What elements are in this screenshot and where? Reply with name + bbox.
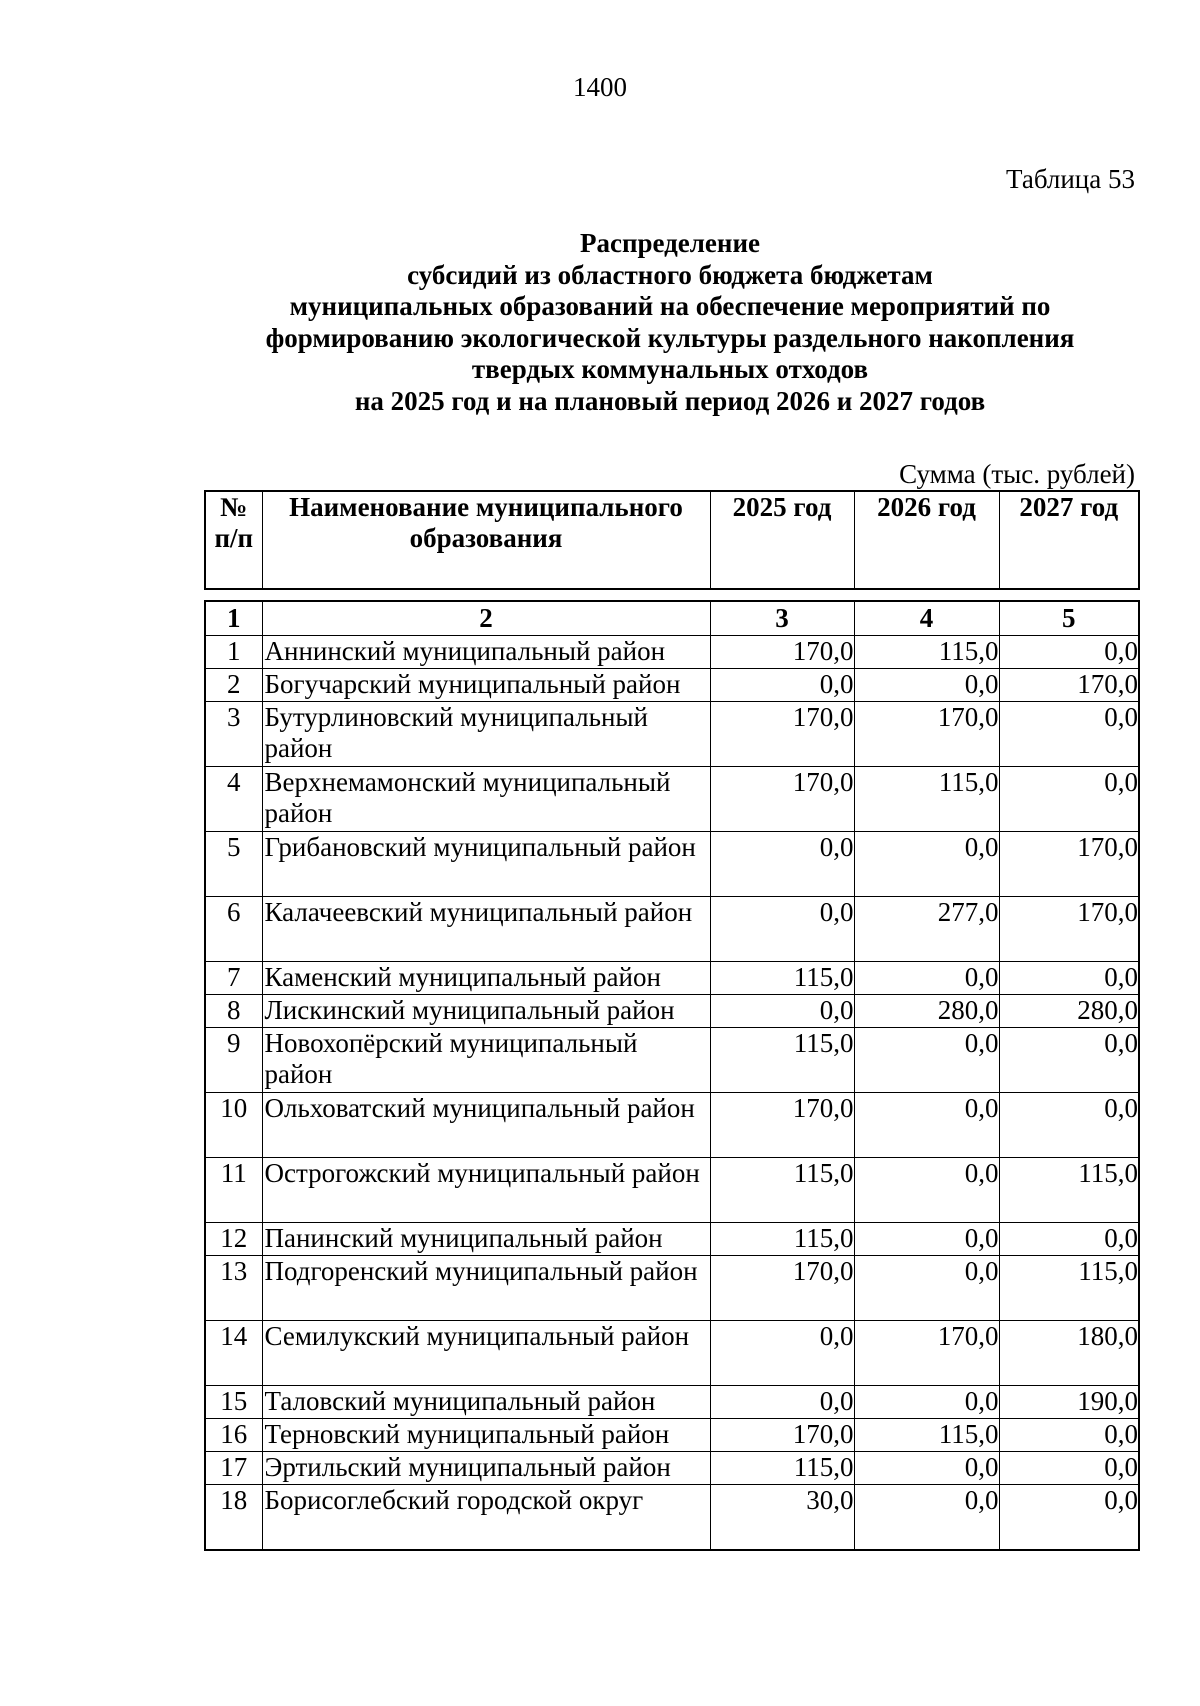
table-row [205,767,1139,832]
value-2026: 0,0 [854,1223,999,1256]
row-number: 2 [205,669,262,702]
municipality-name: Каменский муниципальный район [262,962,710,995]
table-row [205,1158,1139,1223]
title-line: на 2025 год и на плановый период 2026 и 2027 годов [354,385,986,416]
value-2025: 30,0 [710,1485,854,1551]
table-row [205,1028,1139,1093]
value-2025: 170,0 [710,1093,854,1158]
table-row [205,702,1139,767]
column-number: 5 [999,601,1139,636]
municipality-name: Аннинский муниципальный район [262,636,710,669]
value-2027: 0,0 [999,1452,1139,1485]
row-number: 15 [205,1386,262,1419]
table-row [205,636,1139,669]
value-2027: 170,0 [999,669,1139,702]
header-name-line2: образования [409,523,563,553]
header-2027: 2027 год [999,491,1139,589]
value-2025: 0,0 [710,995,854,1028]
table-row [205,832,1139,897]
column-number: 2 [262,601,710,636]
table-row [205,962,1139,995]
value-2025: 115,0 [710,1028,854,1093]
value-2027: 0,0 [999,1419,1139,1452]
value-2027: 0,0 [999,1028,1139,1093]
table-row [205,1256,1139,1321]
value-2027: 0,0 [999,962,1139,995]
row-number: 13 [205,1256,262,1321]
value-2025: 115,0 [710,1452,854,1485]
table-row [205,1485,1139,1551]
value-2025: 115,0 [710,1223,854,1256]
value-2027: 0,0 [999,1093,1139,1158]
table-label: Таблица 53 [1006,164,1135,194]
value-2027: 115,0 [999,1158,1139,1223]
table-row [205,1386,1139,1419]
value-2027: 0,0 [999,1485,1139,1551]
row-number: 12 [205,1223,262,1256]
table-row [205,1093,1139,1158]
value-2026: 277,0 [854,897,999,962]
municipality-name: Подгоренский муниципальный район [262,1256,710,1321]
row-number: 3 [205,702,262,767]
municipality-name: Острогожский муниципальный район [262,1158,710,1223]
municipality-name: Семилукский муниципальный район [262,1321,710,1386]
value-2026: 0,0 [854,1028,999,1093]
row-number: 8 [205,995,262,1028]
header-2025: 2025 год [710,491,854,589]
value-2026: 115,0 [854,636,999,669]
municipality-name: Богучарский муниципальный район [262,669,710,702]
row-number: 17 [205,1452,262,1485]
header-2026: 2026 год [854,491,999,589]
value-2026: 115,0 [854,767,999,832]
value-2026: 0,0 [854,669,999,702]
table-row [205,1419,1139,1452]
table-row [205,1223,1139,1256]
header-number-line1: № [220,492,248,522]
row-number: 10 [205,1093,262,1158]
row-number: 18 [205,1485,262,1551]
table-row [205,995,1139,1028]
value-2025: 170,0 [710,636,854,669]
title-line: формированию экологической культуры раздельного накопления [265,322,1075,353]
value-2025: 170,0 [710,767,854,832]
value-2027: 180,0 [999,1321,1139,1386]
title-line: Распределение [579,228,761,258]
value-2025: 0,0 [710,669,854,702]
row-number: 7 [205,962,262,995]
row-number: 6 [205,897,262,962]
title-line: муниципальных образований на обеспечение мероприятий по [289,291,1051,321]
column-number: 1 [205,601,262,636]
row-number: 11 [205,1158,262,1223]
value-2027: 170,0 [999,832,1139,897]
header-number-cell [205,491,262,589]
value-2026: 0,0 [854,1452,999,1485]
table-row [205,1452,1139,1485]
value-2025: 115,0 [710,1158,854,1223]
value-2027: 170,0 [999,897,1139,962]
value-2026: 0,0 [854,1485,999,1551]
row-number: 16 [205,1419,262,1452]
value-2027: 0,0 [999,636,1139,669]
value-2025: 170,0 [710,1256,854,1321]
municipality-name: Эртильский муниципальный район [262,1452,710,1485]
value-2026: 0,0 [854,832,999,897]
municipality-name: Лискинский муниципальный район [262,995,710,1028]
value-2025: 0,0 [710,1386,854,1419]
header-number-line2: п/п [214,523,254,553]
title-line: субсидий из областного бюджета бюджетам [407,259,933,290]
column-number: 3 [710,601,854,636]
data-table [204,600,1140,1551]
value-2025: 170,0 [710,702,854,767]
column-number-row [205,601,1139,636]
municipality-name: Верхнемамонский муниципальный район [262,767,710,832]
table-header [204,490,1140,590]
value-2027: 115,0 [999,1256,1139,1321]
page-number: 1400 [573,72,627,102]
value-2027: 190,0 [999,1386,1139,1419]
title-line: твердых коммунальных отходов [471,354,869,384]
value-2025: 0,0 [710,897,854,962]
document-title [0,228,1200,417]
row-number: 4 [205,767,262,832]
value-2027: 0,0 [999,702,1139,767]
value-2026: 0,0 [854,1093,999,1158]
value-2026: 0,0 [854,1158,999,1223]
municipality-name: Ольховатский муниципальный район [262,1093,710,1158]
table-row [205,1321,1139,1386]
value-2026: 170,0 [854,702,999,767]
municipality-name: Новохопёрский муниципальный район [262,1028,710,1093]
column-number: 4 [854,601,999,636]
value-2026: 0,0 [854,1256,999,1321]
value-2025: 170,0 [710,1419,854,1452]
value-2026: 0,0 [854,1386,999,1419]
municipality-name: Бутурлиновский муниципальный район [262,702,710,767]
municipality-name: Калачеевский муниципальный район [262,897,710,962]
row-number: 5 [205,832,262,897]
value-2026: 280,0 [854,995,999,1028]
value-2025: 0,0 [710,1321,854,1386]
row-number: 9 [205,1028,262,1093]
header-name-line1: Наименование муниципального [289,492,683,522]
value-2026: 0,0 [854,962,999,995]
municipality-name: Терновский муниципальный район [262,1419,710,1452]
value-2025: 115,0 [710,962,854,995]
units-label: Сумма (тыс. рублей) [899,459,1135,489]
municipality-name: Грибановский муниципальный район [262,832,710,897]
municipality-name: Панинский муниципальный район [262,1223,710,1256]
table-row [205,669,1139,702]
value-2026: 170,0 [854,1321,999,1386]
value-2025: 0,0 [710,832,854,897]
value-2027: 280,0 [999,995,1139,1028]
header-name-cell [262,491,710,589]
municipality-name: Борисоглебский городской округ [262,1485,710,1551]
row-number: 14 [205,1321,262,1386]
municipality-name: Таловский муниципальный район [262,1386,710,1419]
value-2027: 0,0 [999,1223,1139,1256]
table-row [205,897,1139,962]
row-number: 1 [205,636,262,669]
value-2026: 115,0 [854,1419,999,1452]
value-2027: 0,0 [999,767,1139,832]
